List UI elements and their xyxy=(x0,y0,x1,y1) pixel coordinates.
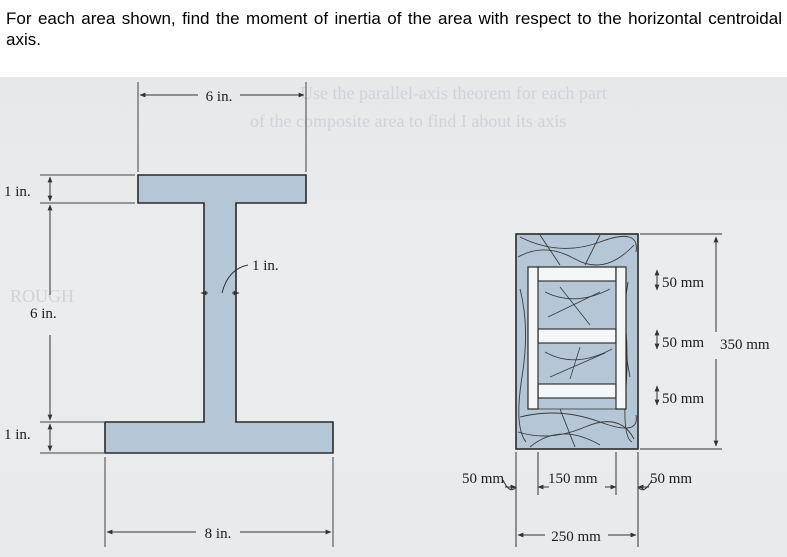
figure-photo xyxy=(0,77,787,557)
gap-1-label: 50 mm xyxy=(662,275,705,291)
inner-width-label: 150 mm xyxy=(548,471,598,487)
bottom-width-dimension xyxy=(107,526,331,542)
gap-2-label: 50 mm xyxy=(662,335,705,351)
bottom-width-label: 8 in. xyxy=(204,526,232,542)
web-thickness-label: 1 in. xyxy=(252,258,279,274)
svg-text:Use the parallel-axis theorem: Use the parallel-axis theorem for each part xyxy=(300,83,607,103)
web-height-label: 6 in. xyxy=(30,306,57,322)
problem-statement: For each area shown, find the moment of inertia of the area with respect to the horizontal centroidal axis. xyxy=(6,9,782,49)
svg-text:ROUGH: ROUGH xyxy=(10,286,75,306)
gap-3-label: 50 mm xyxy=(662,391,705,407)
i-beam-figure xyxy=(4,82,333,547)
side-right-label: 50 mm xyxy=(650,471,693,487)
bottom-flange-label: 1 in. xyxy=(4,427,31,443)
height-label: 350 mm xyxy=(720,337,770,353)
i-beam-section xyxy=(105,175,333,453)
top-width-dimension xyxy=(140,89,304,105)
box-section-figure xyxy=(462,234,770,547)
top-flange-label: 1 in. xyxy=(4,184,31,200)
width-label: 250 mm xyxy=(551,529,601,545)
side-left-label: 50 mm xyxy=(462,471,505,487)
svg-text:of the composite area to find: of the composite area to find I about its axis xyxy=(250,111,567,131)
figures-svg xyxy=(0,77,787,557)
top-width-label: 6 in. xyxy=(205,89,233,105)
